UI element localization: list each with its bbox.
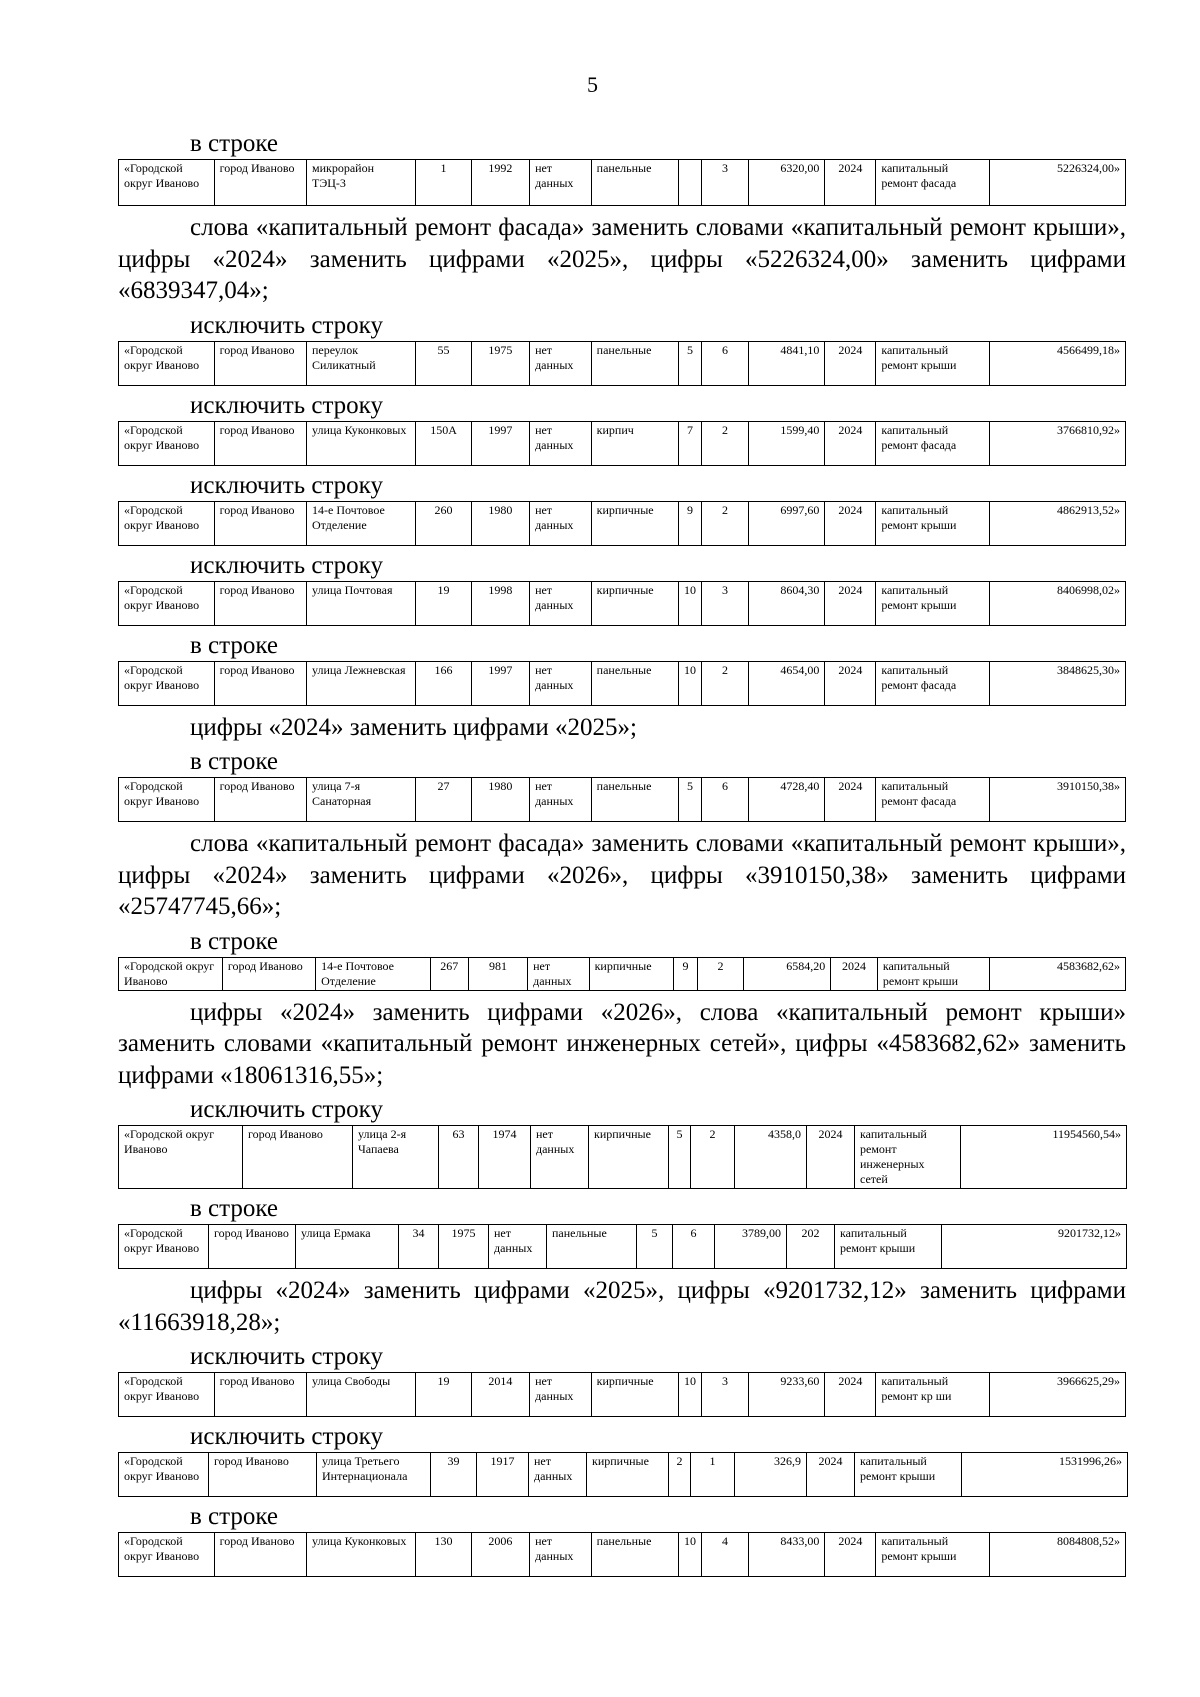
table-cell: 3 xyxy=(702,581,749,625)
table-cell: панельные xyxy=(591,1533,678,1577)
amendment-instruction: в строке xyxy=(190,631,279,659)
table-cell: капитальный ремонт фасада xyxy=(876,421,990,465)
table-cell: капитальный ремонт фасада xyxy=(876,778,990,822)
table-cell: улица Куконковых xyxy=(307,1533,416,1577)
table-row xyxy=(119,1453,1128,1497)
table-cell xyxy=(678,160,701,206)
table-cell: улица Ермака xyxy=(296,1225,399,1269)
table-cell: «Городской округ Иваново xyxy=(119,501,215,545)
table-cell: 1998 xyxy=(471,581,529,625)
table-cell: 6 xyxy=(702,778,749,822)
table-row xyxy=(119,1373,1126,1417)
amendment-table xyxy=(118,341,1126,386)
table-cell: нет данных xyxy=(530,501,592,545)
table-cell: капитальный ремонт фасада xyxy=(876,661,990,705)
amendment-table xyxy=(118,501,1126,546)
amendment-text: цифры «2024» заменить цифрами «2025», цифры «9201732,12» заменить цифрами «11663918,28»; xyxy=(118,1277,1126,1336)
table-cell: 8604,30 xyxy=(748,581,824,625)
amendment-instruction: исключить строку xyxy=(190,1096,383,1123)
amendment-instruction: исключить строку xyxy=(190,311,383,339)
table-cell: город Иваново xyxy=(214,1373,306,1417)
table-cell: город Иваново xyxy=(243,1126,353,1189)
table-cell: 166 xyxy=(416,661,471,705)
table-cell: панельные xyxy=(591,661,678,705)
amendment-table xyxy=(118,1372,1126,1417)
table-cell: 260 xyxy=(416,501,471,545)
page-number: 5 xyxy=(587,72,598,97)
amendment-table xyxy=(118,159,1126,206)
table-row xyxy=(119,957,1126,990)
table-cell: 6997,60 xyxy=(748,501,824,545)
table-row xyxy=(119,1533,1126,1577)
amendment-table xyxy=(118,581,1126,626)
table-cell: 1975 xyxy=(439,1225,489,1269)
amendment-table xyxy=(118,1224,1127,1269)
table-cell: 5 xyxy=(678,778,701,822)
amendment-instruction: в строке xyxy=(190,927,279,955)
table-cell: 6320,00 xyxy=(748,160,824,206)
table-cell: нет данных xyxy=(530,421,592,465)
table-cell: кирпич xyxy=(591,421,678,465)
table-cell: кирпичные xyxy=(591,581,678,625)
table-cell: 3 xyxy=(702,160,749,206)
table-cell: 6 xyxy=(673,1225,715,1269)
table-cell: 1 xyxy=(691,1453,735,1497)
table-cell: кирпичные xyxy=(589,1126,669,1189)
table-cell: улица Почтовая xyxy=(307,581,416,625)
table-cell: 2 xyxy=(691,1126,735,1189)
table-cell: город Иваново xyxy=(209,1225,296,1269)
table-cell: микрорайон ТЭЦ-3 xyxy=(307,160,416,206)
table-cell: 5 xyxy=(669,1126,691,1189)
table-cell: 2024 xyxy=(825,341,876,385)
table-cell: 2024 xyxy=(825,1373,876,1417)
table-cell: капитальный ремонт крыши xyxy=(876,1533,990,1577)
table-row xyxy=(119,661,1126,705)
table-cell: 9233,60 xyxy=(748,1373,824,1417)
table-cell: нет данных xyxy=(530,661,592,705)
table-row xyxy=(119,341,1126,385)
table-cell: город Иваново xyxy=(214,501,306,545)
table-cell: «Городской округ Иваново xyxy=(119,1373,215,1417)
amendment-instruction: в строке xyxy=(190,1195,279,1222)
table-row xyxy=(119,421,1126,465)
table-cell: 1997 xyxy=(471,421,529,465)
table-cell: 2024 xyxy=(825,581,876,625)
table-cell: нет данных xyxy=(530,581,592,625)
amendment-text: слова «капитальный ремонт фасада» заменить словами «капитальный ремонт крыши», цифры «2024» заменить цифрами «2026», цифры «3910150,38» заменить цифрами «25747745,66»; xyxy=(118,830,1126,920)
table-cell: капитальный ремонт крыши xyxy=(877,957,989,990)
table-cell: 9 xyxy=(678,501,701,545)
table-cell: 2024 xyxy=(825,501,876,545)
table-cell: 1975 xyxy=(471,341,529,385)
table-row xyxy=(119,778,1126,822)
table-cell: 2024 xyxy=(825,1533,876,1577)
table-cell: 14-е Почтовое Отделение xyxy=(307,501,416,545)
table-cell: 1974 xyxy=(479,1126,531,1189)
table-row xyxy=(119,1225,1127,1269)
table-cell: «Городской округ Иваново xyxy=(119,160,215,206)
table-cell: панельные xyxy=(591,778,678,822)
amendment-table xyxy=(118,661,1126,706)
table-cell: 2 xyxy=(702,661,749,705)
amendment-instruction: исключить строку xyxy=(190,551,383,579)
table-cell: нет данных xyxy=(530,1533,592,1577)
table-cell: город Иваново xyxy=(214,661,306,705)
table-cell: 326,9 xyxy=(735,1453,807,1497)
table-cell: город Иваново xyxy=(214,1533,306,1577)
table-cell: кирпичные xyxy=(589,957,674,990)
table-cell: 2 xyxy=(669,1453,691,1497)
table-cell: 63 xyxy=(439,1126,479,1189)
table-cell: капитальный ремонт крыши xyxy=(876,501,990,545)
table-cell: нет данных xyxy=(530,160,592,206)
table-cell: 5226324,00» xyxy=(989,160,1125,206)
table-cell: 3789,00 xyxy=(715,1225,787,1269)
table-cell: «Городской округ Иваново xyxy=(119,778,215,822)
table-cell: город Иваново xyxy=(214,581,306,625)
table-cell: «Городской округ Иваново xyxy=(119,581,215,625)
table-cell: «Городской округ Иваново xyxy=(119,1126,243,1189)
table-cell: 4728,40 xyxy=(748,778,824,822)
table-cell: 4841,10 xyxy=(748,341,824,385)
table-cell: кирпичные xyxy=(587,1453,669,1497)
table-cell: 3848625,30» xyxy=(989,661,1125,705)
amendment-text: слова «капитальный ремонт фасада» заменить словами «капитальный ремонт крыши», цифры «2024» заменить цифрами «2025», цифры «5226324,00» заменить цифрами «6839347,04»; xyxy=(118,214,1126,304)
amendment-text: цифры «2024» заменить цифрами «2025»; xyxy=(190,713,637,741)
table-row xyxy=(119,1126,1127,1189)
table-cell: 55 xyxy=(416,341,471,385)
table-cell: 10 xyxy=(678,581,701,625)
table-cell: 3766810,92» xyxy=(989,421,1125,465)
table-cell: «Городской округ Иваново xyxy=(119,957,223,990)
table-cell: город Иваново xyxy=(214,778,306,822)
table-cell: 19 xyxy=(416,581,471,625)
amendment-table xyxy=(118,1452,1128,1497)
table-cell: панельные xyxy=(591,341,678,385)
table-cell: 1980 xyxy=(471,778,529,822)
table-cell: 2 xyxy=(697,957,744,990)
table-cell: 2024 xyxy=(825,778,876,822)
table-cell: 2006 xyxy=(471,1533,529,1577)
table-cell: улица 7-я Санаторная xyxy=(307,778,416,822)
table-cell: капитальный ремонт крыши xyxy=(876,341,990,385)
table-cell: 27 xyxy=(416,778,471,822)
table-cell: «Городской округ Иваново xyxy=(119,1225,209,1269)
table-cell: 9201732,12» xyxy=(942,1225,1127,1269)
table-cell: 202 xyxy=(787,1225,835,1269)
table-cell: кирпичные xyxy=(591,501,678,545)
table-cell: 130 xyxy=(416,1533,471,1577)
table-cell: улица 2-я Чапаева xyxy=(353,1126,439,1189)
table-cell: 2024 xyxy=(807,1126,855,1189)
table-cell: капитальный ремонт крыши xyxy=(876,581,990,625)
table-cell: капитальный ремонт крыши xyxy=(835,1225,942,1269)
table-cell: 5 xyxy=(678,341,701,385)
table-cell: 3966625,29» xyxy=(989,1373,1125,1417)
table-cell: нет данных xyxy=(529,1453,587,1497)
table-cell: 267 xyxy=(430,957,468,990)
table-cell: капитальный ремонт кр ши xyxy=(876,1373,990,1417)
amendment-instruction: в строке xyxy=(190,130,279,157)
document-body xyxy=(118,130,1126,1583)
table-cell: 4654,00 xyxy=(748,661,824,705)
table-cell: город Иваново xyxy=(214,341,306,385)
table-cell: улица Лежневская xyxy=(307,661,416,705)
amendment-table xyxy=(118,421,1126,466)
table-cell: 2 xyxy=(702,501,749,545)
table-cell: 8084808,52» xyxy=(989,1533,1125,1577)
table-cell: 2 xyxy=(702,421,749,465)
table-cell: 1997 xyxy=(471,661,529,705)
table-cell: улица Свободы xyxy=(307,1373,416,1417)
table-cell: 10 xyxy=(678,1533,701,1577)
table-cell: 6 xyxy=(702,341,749,385)
table-cell: 2024 xyxy=(825,421,876,465)
table-cell: 8406998,02» xyxy=(989,581,1125,625)
table-cell: 6584,20 xyxy=(744,957,831,990)
table-cell: «Городской округ Иваново xyxy=(119,341,215,385)
table-cell: 3 xyxy=(702,1373,749,1417)
table-cell: 981 xyxy=(468,957,527,990)
amendment-table xyxy=(118,1532,1126,1577)
amendment-instruction: в строке xyxy=(190,1503,279,1530)
table-cell: нет данных xyxy=(528,957,589,990)
amendment-table xyxy=(118,957,1126,991)
table-cell: 2024 xyxy=(831,957,878,990)
table-cell: город Иваново xyxy=(209,1453,317,1497)
table-cell: 1 xyxy=(416,160,471,206)
table-cell: улица Третьего Интернационала xyxy=(317,1453,431,1497)
table-cell: нет данных xyxy=(530,1373,592,1417)
amendment-instruction: исключить строку xyxy=(190,1423,383,1450)
table-cell: 39 xyxy=(431,1453,477,1497)
table-cell: 10 xyxy=(678,1373,701,1417)
table-cell: 1980 xyxy=(471,501,529,545)
table-cell: нет данных xyxy=(531,1126,589,1189)
table-cell: панельные xyxy=(591,160,678,206)
table-cell: 7 xyxy=(678,421,701,465)
table-cell: «Городской округ Иваново xyxy=(119,1533,215,1577)
table-cell: 19 xyxy=(416,1373,471,1417)
table-cell: «Городской округ Иваново xyxy=(119,421,215,465)
amendment-table xyxy=(118,1125,1127,1189)
table-cell: 11954560,54» xyxy=(961,1126,1127,1189)
table-cell: 2024 xyxy=(825,160,876,206)
table-cell: «Городской округ Иваново xyxy=(119,1453,209,1497)
amendment-instruction: исключить строку xyxy=(190,391,383,419)
amendment-instruction: исключить строку xyxy=(190,471,383,499)
table-cell: 9 xyxy=(674,957,697,990)
table-cell: 4358,0 xyxy=(735,1126,807,1189)
table-cell: нет данных xyxy=(489,1225,547,1269)
table-cell: город Иваново xyxy=(214,160,306,206)
table-cell: город Иваново xyxy=(214,421,306,465)
table-cell: кирпичные xyxy=(591,1373,678,1417)
table-cell: 2024 xyxy=(825,661,876,705)
table-cell: панельные xyxy=(547,1225,637,1269)
table-cell: 4583682,62» xyxy=(990,957,1126,990)
table-row xyxy=(119,501,1126,545)
table-cell: 14-е Почтовое Отделение xyxy=(316,957,430,990)
table-cell: капитальный ремонт фасада xyxy=(876,160,990,206)
table-cell: нет данных xyxy=(530,778,592,822)
table-cell: капитальный ремонт крыши xyxy=(855,1453,962,1497)
amendment-instruction: исключить строку xyxy=(190,1343,383,1370)
table-cell: город Иваново xyxy=(222,957,315,990)
table-cell: капитальный ремонт инженерных сетей xyxy=(855,1126,961,1189)
table-cell: 1992 xyxy=(471,160,529,206)
table-cell: 3910150,38» xyxy=(989,778,1125,822)
table-cell: 5 xyxy=(637,1225,673,1269)
table-cell: 2014 xyxy=(471,1373,529,1417)
table-cell: 1917 xyxy=(477,1453,529,1497)
table-cell: 4 xyxy=(702,1533,749,1577)
table-cell: 150А xyxy=(416,421,471,465)
table-cell: 10 xyxy=(678,661,701,705)
table-cell: 4862913,52» xyxy=(989,501,1125,545)
amendment-table xyxy=(118,777,1126,822)
table-row xyxy=(119,581,1126,625)
table-cell: нет данных xyxy=(530,341,592,385)
table-row xyxy=(119,160,1126,206)
table-cell: 1599,40 xyxy=(748,421,824,465)
amendment-instruction: в строке xyxy=(190,748,279,775)
table-cell: «Городской округ Иваново xyxy=(119,661,215,705)
table-cell: 4566499,18» xyxy=(989,341,1125,385)
table-cell: улица Куконковых xyxy=(307,421,416,465)
amendment-text: цифры «2024» заменить цифрами «2026», слова «капитальный ремонт крыши» заменить словами «капитальный ремонт инженерных сетей», цифры «4583682,62» заменить цифрами «18061316,55»; xyxy=(118,998,1126,1089)
table-cell: 8433,00 xyxy=(748,1533,824,1577)
table-cell: 1531996,26» xyxy=(962,1453,1128,1497)
table-cell: 34 xyxy=(399,1225,439,1269)
table-cell: 2024 xyxy=(807,1453,855,1497)
table-cell: переулок Силикатный xyxy=(307,341,416,385)
